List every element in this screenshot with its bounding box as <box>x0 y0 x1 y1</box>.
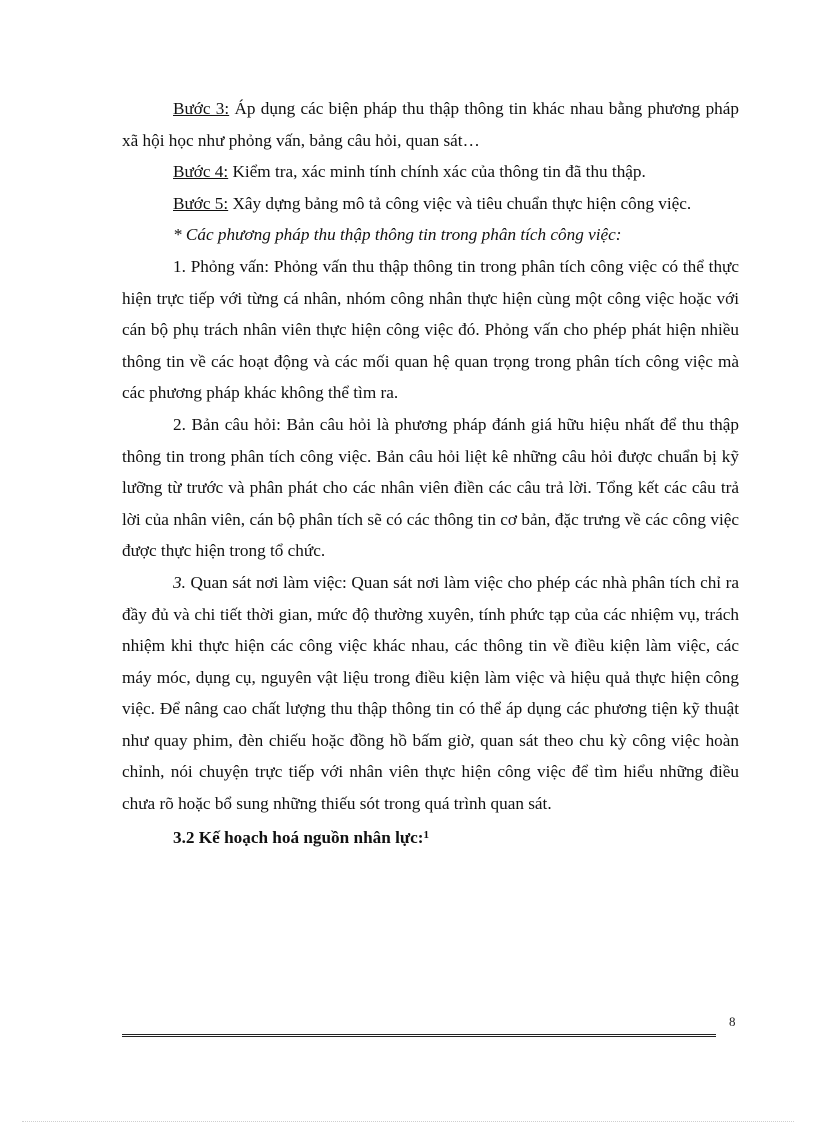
section-heading <box>122 822 739 854</box>
step-4-paragraph <box>122 156 739 188</box>
step-3-text: Áp dụng các biện pháp thu thập thông tin khác nhau bằng phương pháp xã hội học như phỏng vấn, bảng câu hỏi, quan sát… <box>122 99 739 150</box>
step-5-text: Xây dựng bảng mô tả công việc và tiêu chuẩn thực hiện công việc. <box>228 193 692 213</box>
step-5-paragraph <box>122 188 739 220</box>
step-5-label: Bước 5: <box>173 193 229 213</box>
footnote-reference[interactable]: 1 <box>423 828 430 841</box>
step-4-text: Kiểm tra, xác minh tính chính xác của thông tin đã thu thập. <box>228 162 646 182</box>
method-1-interview: 1. Phỏng vấn: Phỏng vấn thu thập thông tin trong phân tích công việc có thể thực hiện trực tiếp với từng cá nhân, nhóm công nhân thực hiện cùng một công việc hoặc với cán bộ phụ trách nhân viên thực hiện công việc đó. Phỏng vấn cho phép phát hiện nhiều thông tin về các hoạt động và các mối quan hệ quan trọng trong phân tích công việc mà các phương pháp khác không thể tìm ra. <box>122 256 739 403</box>
method-2-questionnaire: 2. Bản câu hỏi: Bản câu hỏi là phương pháp đánh giá hữu hiệu nhất để thu thập thông tin trong phân tích công việc. Bản câu hỏi liệt kê những câu hỏi được chuẩn bị kỹ lưỡng từ trước và phân phát cho các nhân viên điền các câu trả lời. Tổng kết các câu trả lời của nhân viên, cán bộ phân tích sẽ có các thông tin cơ bản, đặc trưng về các công việc được thực hiện trong tổ chức. <box>122 414 739 561</box>
footer-divider <box>122 1034 716 1037</box>
page-boundary <box>22 1121 794 1122</box>
page-body <box>122 93 739 853</box>
method-3-number: 3. <box>173 572 186 592</box>
methods-intro: * Các phương pháp thu thập thông tin trong phân tích công việc: <box>173 225 622 245</box>
method-3-observation <box>122 567 739 820</box>
method-3-text: Quan sát nơi làm việc: Quan sát nơi làm việc cho phép các nhà phân tích chỉ ra đầy đủ và chi tiết thời gian, mức độ thường xuyên, tính phức tạp của các nhiệm vụ, trách nhiệm khi thực hiện các công việc khác nhau, các thông tin về điều kiện làm việc, các máy móc, dụng cụ, nguyên vật liệu trong điều kiện làm việc và hiệu quả thực hiện công việc. Để nâng cao chất lượng thu thập thông tin có thể áp dụng các phương tiện kỹ thuật như quay phim, đèn chiếu hoặc đồng hồ bấm giờ, quan sát theo chu kỳ công việc hoàn chỉnh, nói chuyện trực tiếp với nhân viên thực hiện công việc để tìm hiểu những điều chưa rõ hoặc bổ sung những thiếu sót trong quá trình quan sát. <box>122 572 739 814</box>
page-number: 8 <box>729 1014 736 1029</box>
section-heading-text: 3.2 Kế hoạch hoá nguồn nhân lực: <box>173 827 424 847</box>
step-3-paragraph <box>122 93 739 156</box>
step-3-label: Bước 3: <box>173 99 230 118</box>
step-4-label: Bước 4: <box>173 162 229 182</box>
